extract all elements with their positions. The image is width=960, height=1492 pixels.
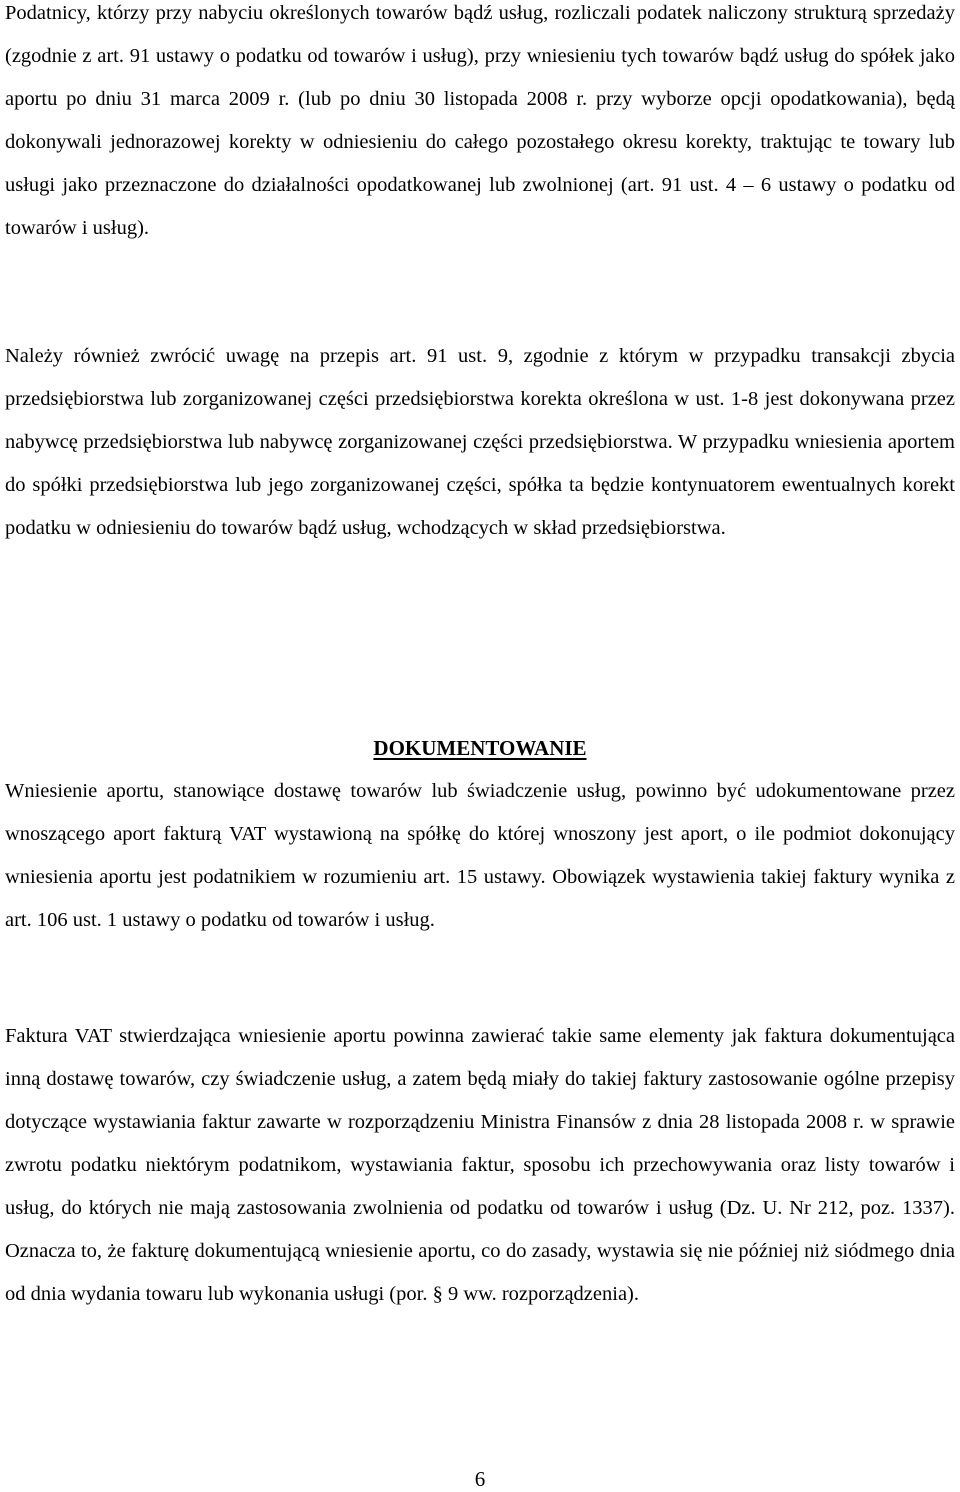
page-number: 6: [474, 1467, 486, 1491]
paragraph-tax-correction: Podatnicy, którzy przy nabyciu określonych towarów bądź usług, rozliczali podatek naliczony strukturą sprzedaży (zgodnie z art. 91 ustawy o podatku od towarów i usług), przy wniesieniu tych towarów bądź usług do spółek jako aportu po dniu 31 marca 2009 r. (lub po dniu 30 listopada 2008 r. przy wyborze opcji opodatkowania), będą dokonywali jednorazowej korekty w odniesieniu do całego pozostałego okresu korekty, traktując te towary lub usługi jako przeznaczone do działalności opodatkowanej lub zwolnionej (art. 91 ust. 4 – 6 ustawy o podatku od towarów i usług).: [5, 2, 955, 239]
paragraph-invoice-requirement: Wniesienie aportu, stanowiące dostawę towarów lub świadczenie usług, powinno być udokumentowane przez wnoszącego aport fakturą VAT wystawioną na spółkę do której wnoszony jest aport, o ile podmiot dokonujący wniesienia aportu jest podatnikiem w rozumieniu art. 15 ustawy. Obowiązek wystawienia takiej faktury wynika z art. 106 ust. 1 ustawy o podatku od towarów i usług.: [5, 780, 955, 931]
paragraph-invoice-elements: Faktura VAT stwierdzająca wniesienie aportu powinna zawierać takie same elementy jak faktura dokumentująca inną dostawę towarów, czy świadczenie usług, a zatem będą miały do takiej faktury zastosowanie ogólne przepisy dotyczące wystawiania faktur zawarte w rozporządzeniu Ministra Finansów z dnia 28 listopada 2008 r. w sprawie zwrotu podatku niektórym podatnikom, wystawiania faktur, sposobu ich przechowywania oraz listy towarów i usług, do których nie mają zastosowania zwolnienia od podatku od towarów i usług (Dz. U. Nr 212, poz. 1337). Oznacza to, że fakturę dokumentującą wniesienie aportu, co do zasady, wystawia się nie później niż siódmego dnia od dnia wydania towaru lub wykonania usługi (por. § 9 ww. rozporządzenia).: [5, 1025, 955, 1305]
section-heading-dokumentowanie: DOKUMENTOWANIE: [373, 736, 587, 760]
paragraph-enterprise-sale: Należy również zwrócić uwagę na przepis art. 91 ust. 9, zgodnie z którym w przypadku transakcji zbycia przedsiębiorstwa lub zorganizowanej części przedsiębiorstwa korekta określona w ust. 1-8 jest dokonywana przez nabywcę przedsiębiorstwa lub nabywcę zorganizowanej części przedsiębiorstwa. W przypadku wniesienia aportem do spółki przedsiębiorstwa lub jego zorganizowanej części, spółka ta będzie kontynuatorem ewentualnych korekt podatku w odniesieniu do towarów bądź usług, wchodzących w skład przedsiębiorstwa.: [5, 345, 955, 539]
